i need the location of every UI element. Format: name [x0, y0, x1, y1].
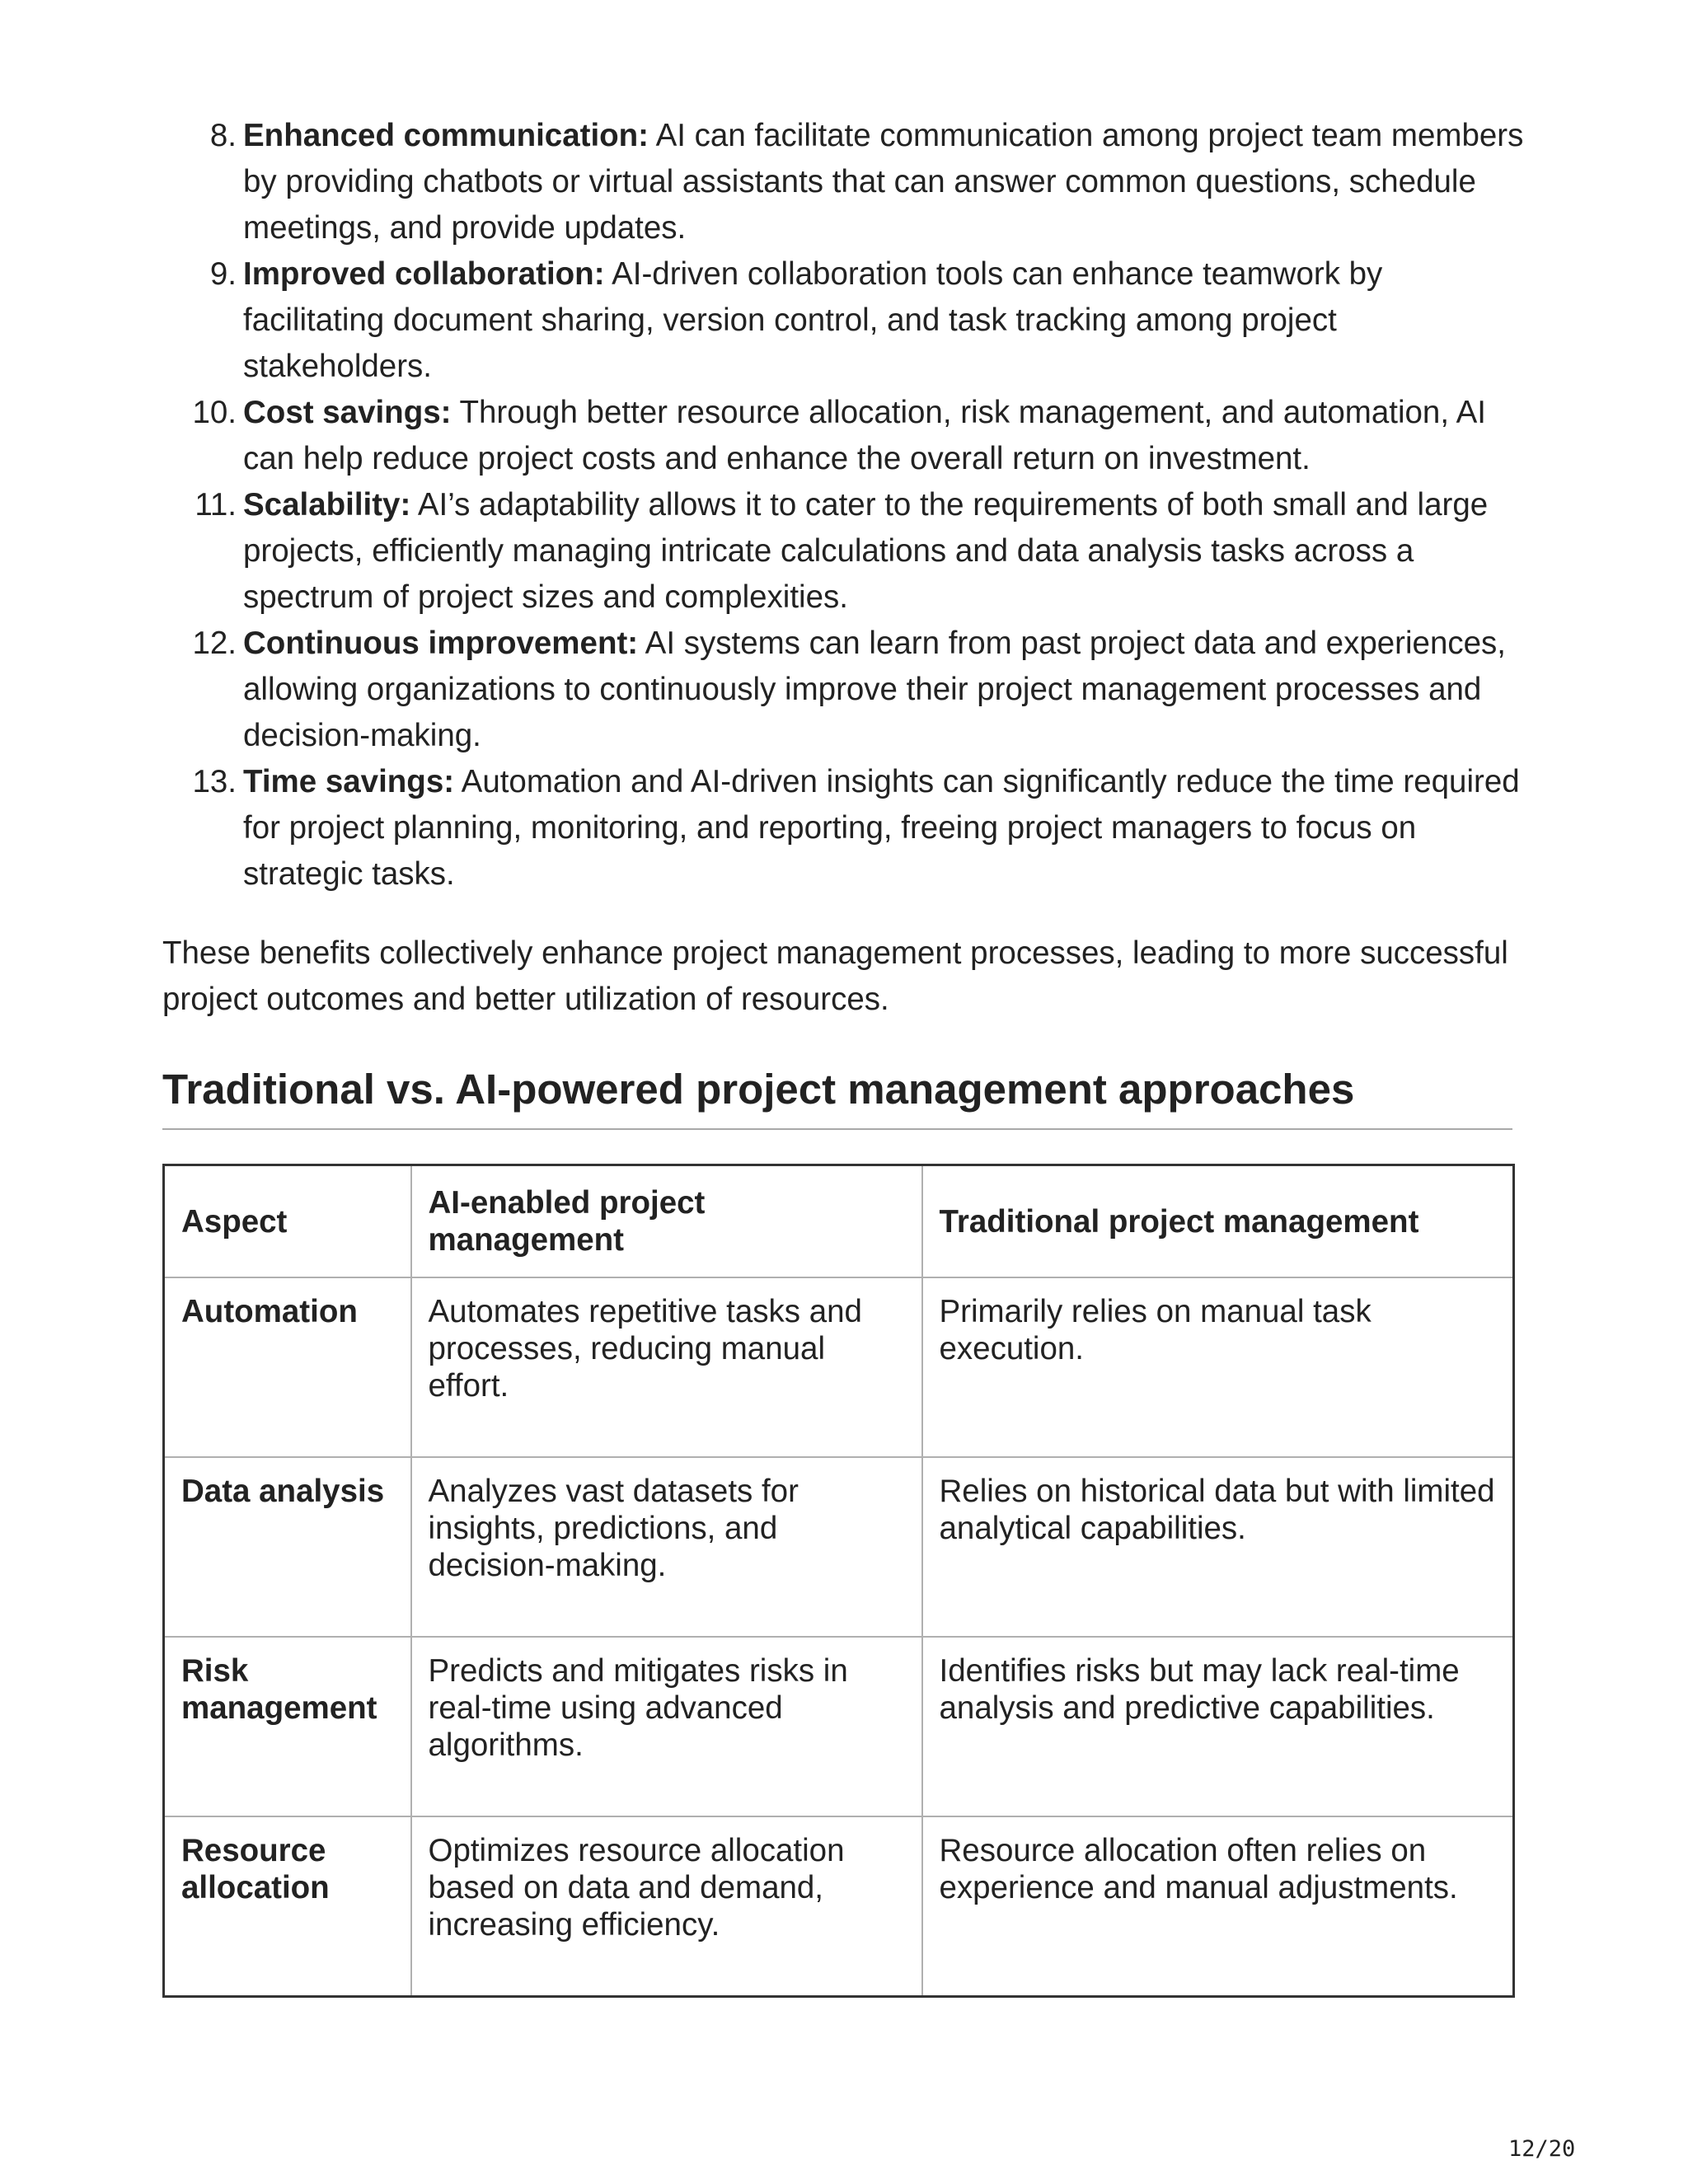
list-item — [162, 621, 1531, 759]
list-item-title: Continuous improvement: — [243, 626, 639, 661]
list-item-title: Cost savings: — [243, 395, 452, 430]
column-header-traditional: Traditional project management — [922, 1165, 1514, 1278]
list-item-title: Improved collaboration: — [243, 256, 605, 292]
table-cell-ai: Analyzes vast datasets for insights, predictions, and decision-making. — [411, 1457, 922, 1637]
section-title: Traditional vs. AI-powered project management approaches — [162, 1066, 1355, 1113]
summary-paragraph: These benefits collectively enhance project management processes, leading to more successful project outcomes and better utilization of resources. — [162, 935, 1508, 1017]
table-cell-ai: Optimizes resource allocation based on data and demand, increasing efficiency. — [411, 1816, 922, 1997]
table-row — [164, 1277, 1514, 1457]
table-header-row — [164, 1165, 1514, 1278]
list-item-number: 9. — [209, 256, 237, 292]
table-row — [164, 1637, 1514, 1816]
list-item-title: Scalability: — [243, 487, 411, 523]
list-item-number: 13. — [192, 764, 237, 799]
list-item-title: Time savings: — [243, 764, 455, 799]
list-item-text: AI’s adaptability allows it to cater to the requirements of both small and large projects, efficiently managing intricate calculations and data analysis tasks across a spectrum of project sizes and complexities. — [243, 487, 1489, 615]
list-item-text: Automation and AI-driven insights can significantly reduce the time required for project planning, monitoring, and reporting, freeing project managers to focus on strategic tasks. — [243, 764, 1520, 892]
list-item-text: AI-driven collaboration tools can enhance teamwork by facilitating document sharing, version control, and task tracking among project stakeholders. — [243, 256, 1383, 384]
table-cell-ai: Automates repetitive tasks and processes, reducing manual effort. — [411, 1277, 922, 1457]
list-item — [162, 251, 1531, 390]
table-row — [164, 1457, 1514, 1637]
list-item — [162, 759, 1531, 898]
list-item — [162, 482, 1531, 621]
table-cell-aspect: Resource allocation — [164, 1816, 411, 1997]
list-item-number: 8. — [209, 118, 237, 153]
page-number: 12/20 — [1508, 2136, 1576, 2162]
column-header-aspect: Aspect — [164, 1165, 411, 1278]
list-item-number: 12. — [192, 626, 237, 661]
list-item — [162, 113, 1531, 251]
list-item-number: 10. — [192, 395, 237, 430]
comparison-table — [162, 1164, 1515, 1998]
table-row — [164, 1816, 1514, 1997]
heading-divider — [162, 1128, 1512, 1130]
table-cell-aspect: Risk management — [164, 1637, 411, 1816]
table-cell-aspect: Automation — [164, 1277, 411, 1457]
list-item-number: 11. — [195, 487, 237, 523]
table-cell-aspect: Data analysis — [164, 1457, 411, 1637]
list-item-title: Enhanced communication: — [243, 118, 649, 153]
list-item-text: AI systems can learn from past project data and experiences, allowing organizations to continuously improve their project management processes and decision-making. — [243, 626, 1506, 753]
table-cell-traditional: Identifies risks but may lack real-time analysis and predictive capabilities. — [922, 1637, 1514, 1816]
table-cell-traditional: Resource allocation often relies on experience and manual adjustments. — [922, 1816, 1514, 1997]
list-item — [162, 390, 1531, 482]
table-cell-traditional: Primarily relies on manual task execution. — [922, 1277, 1514, 1457]
list-item-text: Through better resource allocation, risk management, and automation, AI can help reduce project costs and enhance the overall return on investment. — [243, 395, 1486, 476]
column-header-ai-enabled: AI-enabled project management — [411, 1165, 922, 1278]
table-cell-ai: Predicts and mitigates risks in real-time using advanced algorithms. — [411, 1637, 922, 1816]
list-item-text: AI can facilitate communication among project team members by providing chatbots or virtual assistants that can answer common questions, schedule meetings, and provide updates. — [243, 118, 1524, 246]
table-cell-traditional: Relies on historical data but with limited analytical capabilities. — [922, 1457, 1514, 1637]
benefits-list — [162, 113, 1531, 898]
